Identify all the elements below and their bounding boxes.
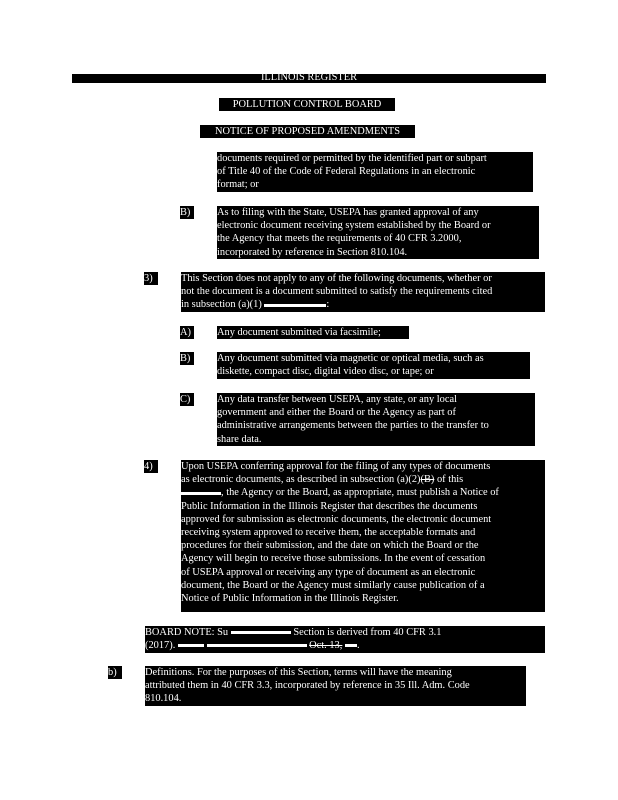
text-fragment: as electronic documents, as described in subsection (a)(2) — [181, 474, 421, 486]
item-label: B) — [180, 352, 194, 365]
text-line: As to filing with the State, USEPA has granted approval of any — [217, 207, 479, 218]
definitions-paragraph — [145, 666, 526, 706]
text-line: electronic document receiving system established by the Board or — [217, 220, 491, 232]
text-line: receiving system approved to receive them, the acceptable formats and — [181, 527, 476, 539]
item-label: 3) — [144, 272, 158, 285]
redaction-mark — [181, 492, 221, 495]
redaction-mark — [345, 644, 357, 647]
text-line: procedures for their submission, and the date on which the Board or the — [181, 540, 479, 552]
item-label: A) — [180, 326, 194, 339]
item-label: 4) — [144, 460, 158, 473]
item-3a: Any document submitted via facsimile; — [217, 326, 409, 339]
text-line: of USEPA approval or receiving any type of document as an electronic — [181, 566, 476, 578]
text-fragment: . — [356, 640, 360, 652]
text-line: administrative arrangements between the parties to the transfer to — [217, 420, 489, 432]
redaction-mark — [178, 644, 204, 647]
text-fragment: BOARD NOTE: Su — [145, 627, 229, 638]
struck-text: Oct. 13, — [309, 640, 343, 652]
text-line — [145, 626, 545, 639]
text-line: Definitions. For the purposes of this Section, terms will have the meaning — [145, 667, 452, 678]
text-line: not the document is a document submitted to satisfy the requirements cited — [181, 286, 493, 298]
text-line: Any document submitted via magnetic or optical media, such as — [217, 353, 484, 364]
item-b-upper — [217, 206, 539, 259]
item-label: B) — [180, 206, 194, 219]
text-line — [145, 639, 545, 652]
text-line: incorporated by reference in Section 810.104. — [217, 246, 408, 258]
item-3c — [217, 393, 535, 446]
item-label: C) — [180, 393, 194, 406]
text-line: share data. — [217, 433, 262, 445]
text-line: government and either the Board or the Agency as part of — [217, 407, 456, 419]
text-line: documents required or permitted by the identified part or subpart — [217, 153, 487, 164]
text-line: format; or — [217, 179, 259, 191]
agency-title: POLLUTION CONTROL BOARD — [219, 98, 395, 111]
text-line: This Section does not apply to any of the following documents, whether or — [181, 273, 492, 284]
item-3b — [217, 352, 530, 379]
item-4 — [181, 460, 545, 612]
text-line: the Agency that meets the requirements of 40 CFR 3.2000, — [217, 233, 462, 245]
text-line: Public Information in the Illinois Register that describes the documents — [181, 500, 478, 512]
text-line — [181, 486, 545, 499]
text-fragment: , the Agency or the Board, as appropriate, must publish a Notice of — [221, 487, 499, 499]
text-line: diskette, compact disc, digital video disc, or tape; or — [217, 366, 434, 378]
redaction-mark — [264, 304, 326, 307]
board-note — [145, 626, 545, 653]
text-line: Agency will begin to receive those submissions. In the event of cessation — [181, 553, 486, 565]
text-fragment: of this — [434, 474, 464, 486]
redaction-mark — [207, 644, 307, 647]
text-fragment: n is derived from 40 CFR 3.1 — [319, 627, 442, 638]
text-line: Notice of Public Information in the Illinois Register. — [181, 593, 399, 605]
struck-text: (B) — [420, 474, 435, 486]
text-fragment: Sectio — [293, 627, 320, 638]
text-line: attributed them in 40 CFR 3.3, incorporated by reference in 35 Ill. Adm. Code — [145, 680, 470, 692]
text-line: Any data transfer between USEPA, any state, or any local — [217, 394, 457, 405]
notice-title: NOTICE OF PROPOSED AMENDMENTS — [200, 125, 415, 138]
text-fragment: (2017). — [145, 640, 176, 652]
text-line: Upon USEPA conferring approval for the filing of any types of documents — [181, 461, 491, 472]
item-3 — [181, 272, 545, 312]
continued-paragraph — [217, 152, 533, 192]
text-fragment: in subsection (a)(1) — [181, 299, 262, 311]
redaction-mark — [231, 631, 291, 634]
text-fragment: : — [326, 299, 330, 311]
text-line — [181, 298, 545, 311]
text-line: of Title 40 of the Code of Federal Regulations in an electronic — [217, 166, 476, 178]
text-line: 810.104. — [145, 693, 182, 705]
text-line — [181, 473, 545, 486]
item-label: b) — [108, 666, 122, 679]
register-title: ILLINOIS REGISTER — [260, 72, 358, 83]
text-line: document, the Board or the Agency must similarly cause publication of a — [181, 579, 485, 591]
text-line: approved for submission as electronic documents, the electronic document — [181, 513, 492, 525]
